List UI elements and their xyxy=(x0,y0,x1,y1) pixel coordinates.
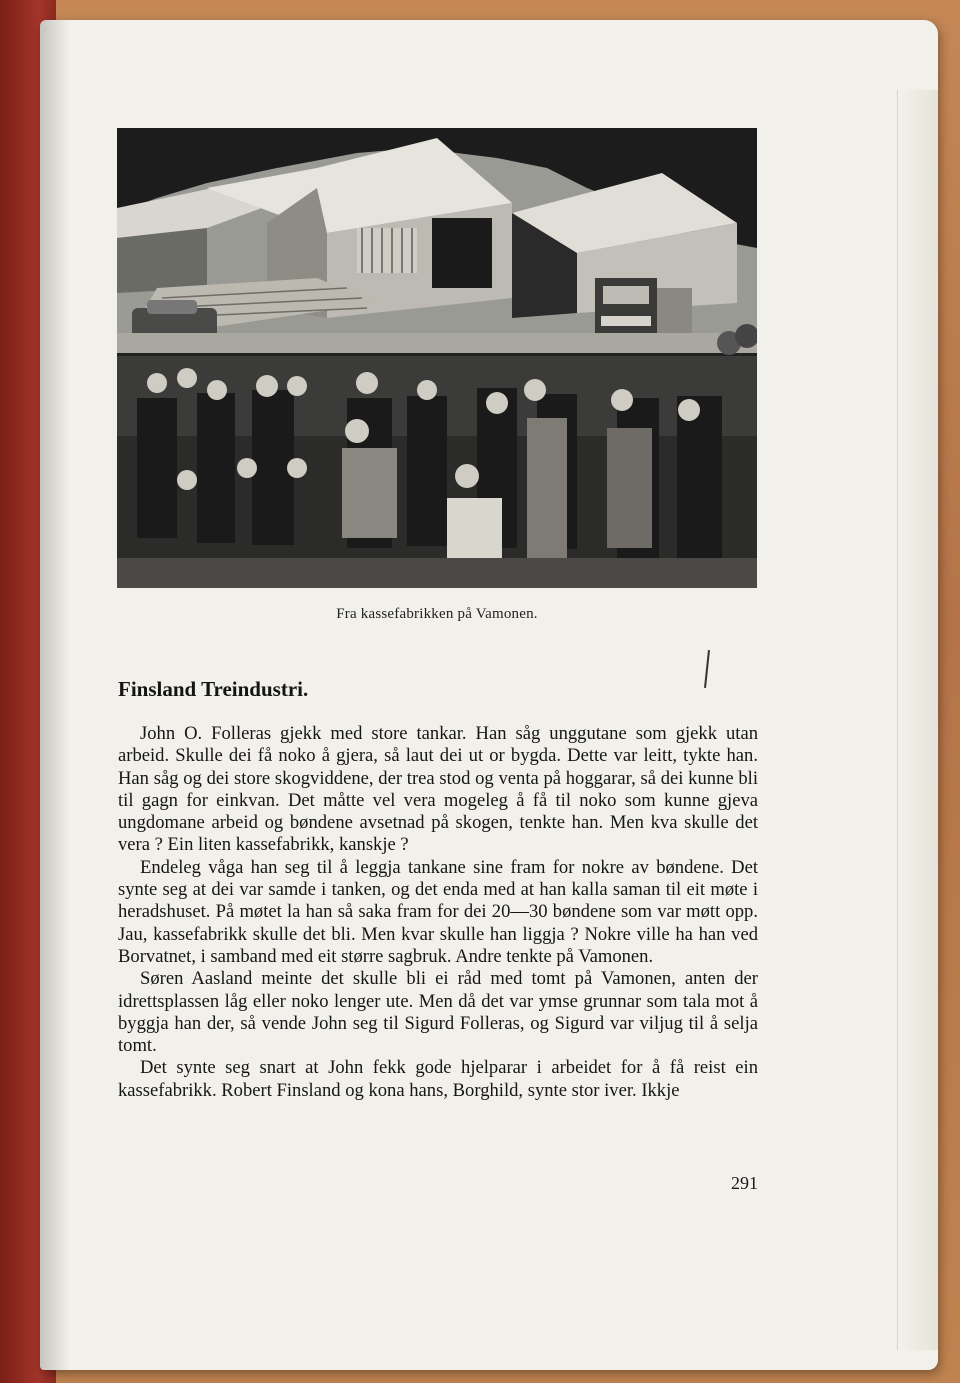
photo-illustration xyxy=(117,128,757,588)
factory-photo xyxy=(117,128,757,588)
page-number: 291 xyxy=(731,1173,758,1193)
section-heading: Finsland Treindustri. xyxy=(118,677,309,701)
paragraph: John O. Folleras gjekk med store tankar. Han såg unggutane som gjekk utan arbeid. Skulle dei få noko å gjera, så laut dei ut or bygda. Dette var leitt, tykte han. Han såg og dei store skogviddene, der trea stod og venta på hoggarar, så dei kunne bli til gagn for einkvan. Det måtte vel vera mogeleg å få til noko som kunne gjeva ungdomane arbeid og bøndene avsetnad på skogen, tenkte han. Men kva skulle det vera ? Ein liten kassefabrikk, kanskje ? xyxy=(118,723,758,856)
gutter-shadow xyxy=(40,20,70,1370)
paragraph: Det synte seg snart at John fekk gode hjelparar i arbeidet for å få reist ein kassefabrikk. Robert Finsland og kona hans, Borghild, synte stor iver. Ikkje xyxy=(118,1057,758,1101)
paragraph: Søren Aasland meinte det skulle bli ei råd med tomt på Vamonen, anten der idrettsplassen låg eller noko lenger ute. Men då det var ymse grunnar som tala mot å byggja han der, så vende John seg til Sigurd Folleras, og Sigurd var viljug til å selja tomt. xyxy=(118,968,758,1057)
paragraph: Endeleg våga han seg til å leggja tankane sine fram for nokre av bøndene. Det synte seg at dei var samde i tanken, og det enda med at han kalla saman til eit møte i heradshuset. På møtet la han så saka fram for dei 20—30 bøndene som var møtt opp. Jau, kassefabrikk skulle det bli. Men kvar skulle han liggja ? Nokre ville ha han ved Borvatnet, i samband med eit større sagbruk. Andre tenkte på Vamonen. xyxy=(118,856,758,967)
page-stack-edge xyxy=(897,90,938,1350)
figure-caption: Fra kassefabrikken på Vamonen. xyxy=(336,606,538,622)
body-text xyxy=(118,723,758,1102)
